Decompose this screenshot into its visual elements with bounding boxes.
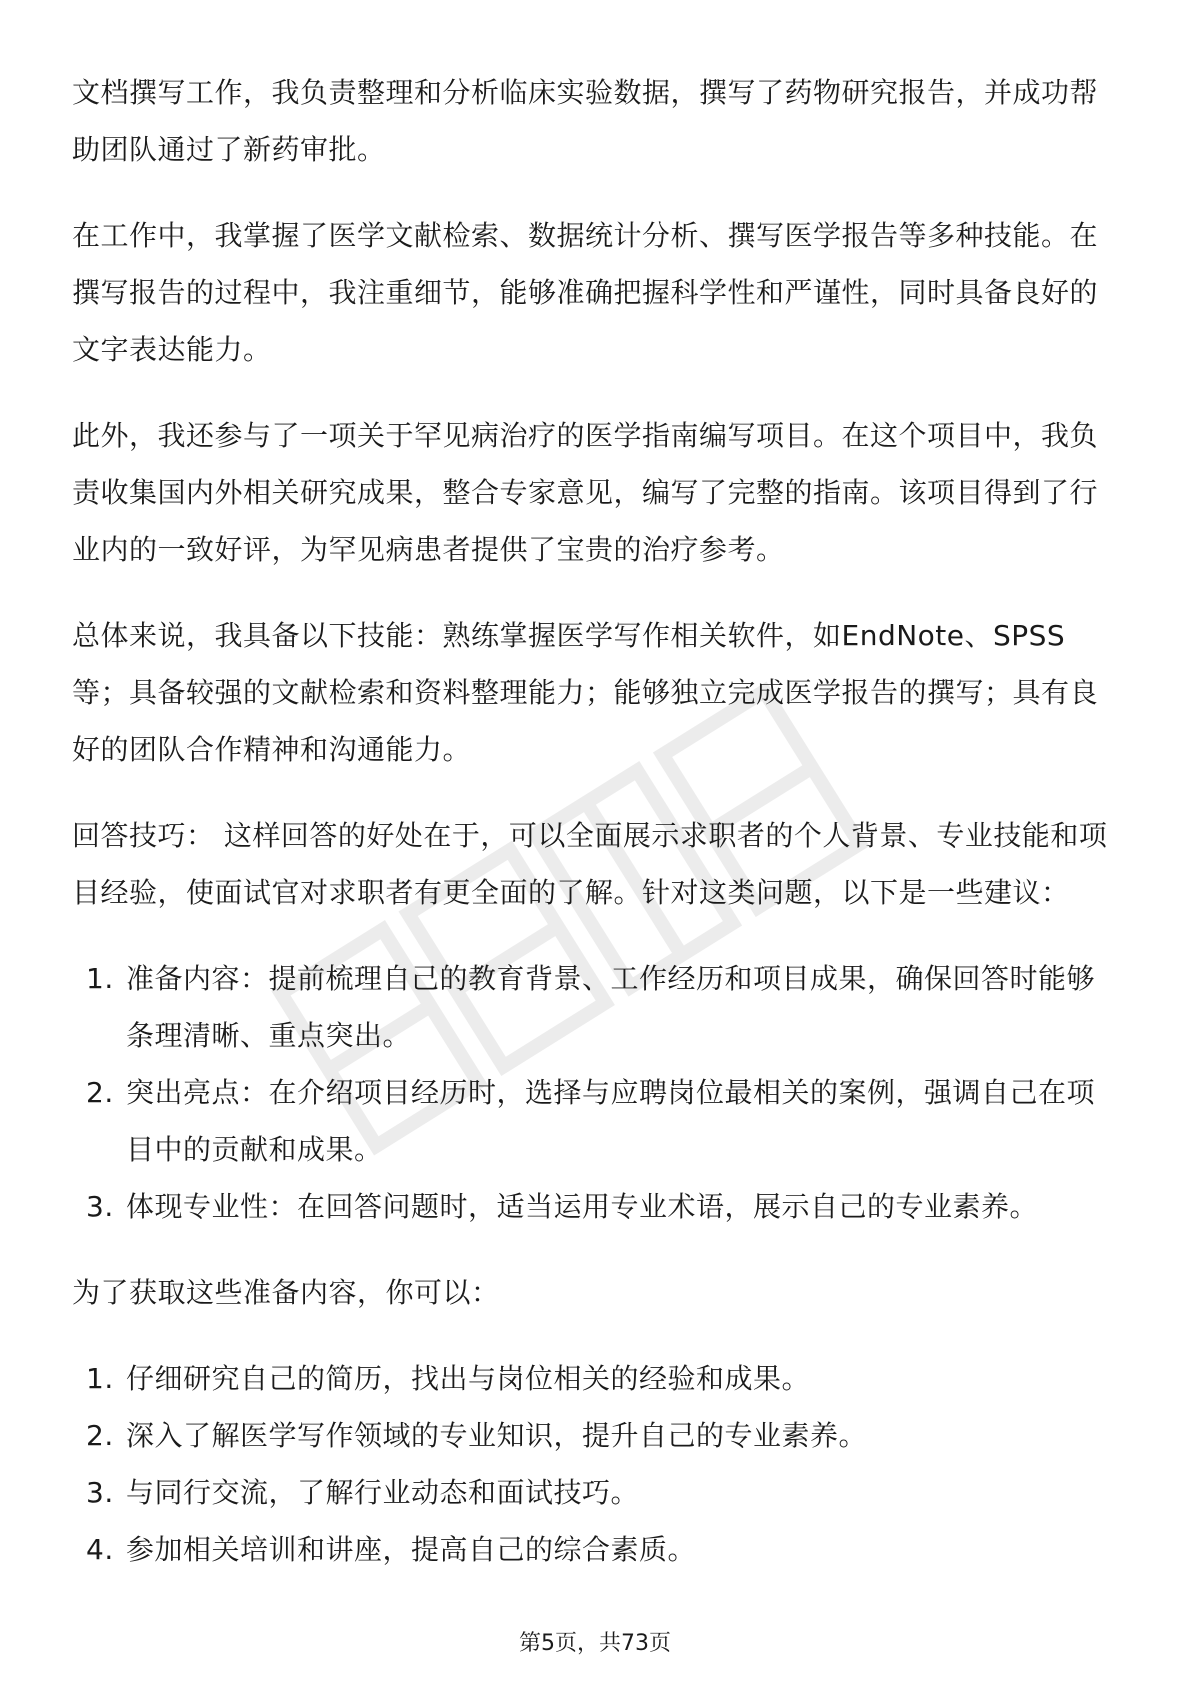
paragraph-skills-mastered: 在工作中，我掌握了医学文献检索、数据统计分析、撰写医学报告等多种技能。在撰写报告的过程中，我注重细节，能够准确把握科学性和严谨性，同时具备良好的文字表达能力。	[72, 219, 1099, 366]
list-text: 仔细研究自己的简历，找出与岗位相关的经验和成果。	[126, 1362, 811, 1395]
list-item	[72, 1350, 1122, 1407]
list-item	[72, 1407, 1122, 1464]
list-text: 准备内容：提前梳理自己的教育背景、工作经历和项目成果，确保回答时能够条理清晰、重点突出。	[126, 962, 1096, 1052]
list-item	[72, 1521, 1122, 1578]
list-text: 突出亮点：在介绍项目经历时，选择与应聘岗位最相关的案例，强调自己在项目中的贡献和成果。	[126, 1076, 1096, 1166]
list-item	[72, 950, 1122, 1064]
tips-list	[72, 950, 1122, 1235]
list-number: 3.	[86, 1476, 114, 1509]
list-item	[72, 1064, 1122, 1178]
list-item	[72, 1464, 1122, 1521]
list-item	[72, 1178, 1122, 1235]
paragraph-prep-intro: 为了获取这些准备内容，你可以：	[72, 1276, 500, 1309]
paragraph-skills-summary: 总体来说，我具备以下技能：熟练掌握医学写作相关软件，如EndNote、SPSS等；具备较强的文献检索和资料整理能力；能够独立完成医学报告的撰写；具有良好的团队合作精神和沟通能力。	[72, 619, 1099, 766]
list-number: 2.	[86, 1419, 114, 1452]
document-body	[72, 64, 1122, 1607]
page-number-footer: 第5页，共73页	[519, 1631, 671, 1656]
list-number: 3.	[86, 1190, 114, 1223]
list-number: 4.	[86, 1533, 114, 1566]
prep-list	[72, 1350, 1122, 1578]
list-text: 参加相关培训和讲座，提高自己的综合素质。	[126, 1533, 697, 1566]
list-text: 体现专业性：在回答问题时，适当运用专业术语，展示自己的专业素养。	[126, 1190, 1039, 1223]
paragraph-document-writing: 文档撰写工作，我负责整理和分析临床实验数据，撰写了药物研究报告，并成功帮助团队通过了新药审批。	[72, 76, 1099, 166]
list-text: 与同行交流，了解行业动态和面试技巧。	[126, 1476, 640, 1509]
list-number: 1.	[86, 962, 114, 995]
list-number: 1.	[86, 1362, 114, 1395]
list-text: 深入了解医学写作领域的专业知识，提升自己的专业素养。	[126, 1419, 868, 1452]
paragraph-rare-disease-project: 此外，我还参与了一项关于罕见病治疗的医学指南编写项目。在这个项目中，我负责收集国内外相关研究成果，整合专家意见，编写了完整的指南。该项目得到了行业内的一致好评，为罕见病患者提供了宝贵的治疗参考。	[72, 419, 1099, 566]
paragraph-answer-tips: 回答技巧： 这样回答的好处在于，可以全面展示求职者的个人背景、专业技能和项目经验，使面试官对求职者有更全面的了解。针对这类问题，以下是一些建议：	[72, 819, 1108, 909]
list-number: 2.	[86, 1076, 114, 1109]
